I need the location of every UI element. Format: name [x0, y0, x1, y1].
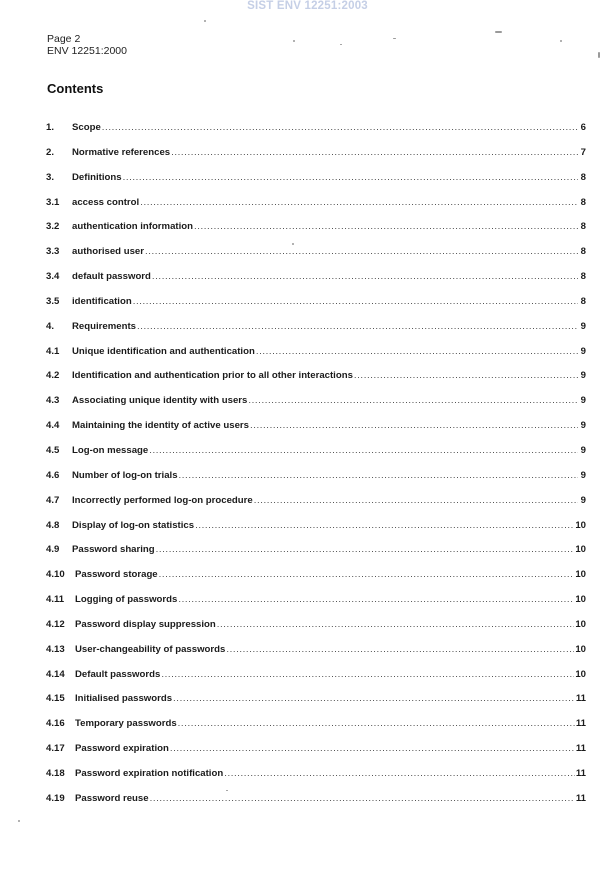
toc-entry-page: 7 [580, 146, 586, 158]
toc-entry-title: Identification and authentication prior to all other interactions [72, 370, 353, 382]
page-header [47, 33, 127, 57]
toc-dot-leader [178, 594, 574, 605]
toc-entry-number: 4.14 [46, 668, 65, 680]
toc-entry-number: 4.18 [46, 767, 65, 779]
toc-entry [46, 147, 586, 172]
toc-entry-number: 4.1 [46, 345, 60, 357]
toc-entry [46, 445, 586, 470]
toc-entry-number: 4.3 [46, 395, 60, 407]
contents-heading: Contents [47, 81, 104, 96]
toc-entry-number: 4.13 [46, 643, 65, 655]
toc-dot-leader [226, 644, 574, 655]
toc-entry-title: Password sharing [72, 544, 155, 556]
toc-dot-leader [217, 619, 575, 630]
scan-speck [340, 44, 342, 45]
toc-dot-leader [178, 718, 575, 729]
toc-entry-page: 9 [580, 370, 586, 382]
scan-speck [495, 31, 502, 33]
toc-entry [46, 520, 586, 545]
toc-entry-number: 4.8 [46, 519, 60, 531]
toc-entry [46, 544, 586, 569]
toc-entry-title: Requirements [72, 320, 136, 332]
toc-entry-page: 8 [580, 196, 586, 208]
table-of-contents [46, 122, 586, 818]
toc-entry [46, 197, 586, 222]
toc-entry-number: 4.10 [46, 569, 65, 581]
toc-dot-leader [170, 743, 575, 754]
toc-entry [46, 718, 586, 743]
toc-entry-page: 10 [575, 519, 586, 531]
toc-dot-leader [354, 370, 578, 381]
toc-entry [46, 221, 586, 246]
toc-entry [46, 495, 586, 520]
toc-dot-leader [159, 569, 575, 580]
toc-entry-number: 4.17 [46, 743, 65, 755]
toc-entry-page: 9 [580, 469, 586, 481]
toc-dot-leader [194, 221, 578, 232]
toc-entry-number: 3.2 [46, 221, 60, 233]
toc-entry-page: 8 [580, 295, 586, 307]
toc-dot-leader [173, 693, 575, 704]
toc-entry-title: default password [72, 271, 151, 283]
toc-entry-number: 4.15 [46, 693, 65, 705]
toc-entry [46, 470, 586, 495]
toc-entry [46, 346, 586, 371]
toc-entry [46, 644, 586, 669]
toc-entry [46, 370, 586, 395]
toc-dot-leader [195, 520, 574, 531]
toc-entry-page: 11 [575, 767, 586, 779]
toc-entry-number: 4.19 [46, 792, 65, 804]
toc-entry-page: 10 [575, 643, 586, 655]
toc-entry-page: 10 [575, 618, 586, 630]
toc-dot-leader [140, 197, 578, 208]
toc-entry-page: 10 [575, 569, 586, 581]
toc-entry-title: Normative references [72, 146, 171, 158]
toc-entry-number: 3.5 [46, 295, 60, 307]
toc-entry-title: Number of log-on trials [72, 469, 178, 481]
toc-dot-leader [254, 495, 578, 506]
toc-entry [46, 693, 586, 718]
toc-entry-title: Incorrectly performed log-on procedure [72, 494, 253, 506]
toc-entry [46, 594, 586, 619]
toc-entry [46, 395, 586, 420]
toc-entry-number: 4.6 [46, 469, 60, 481]
toc-entry-title: Logging of passwords [75, 594, 178, 606]
toc-entry-number: 4.16 [46, 718, 65, 730]
toc-entry-title: Unique identification and authentication [72, 345, 255, 357]
toc-entry-title: Associating unique identity with users [72, 395, 248, 407]
toc-entry-page: 8 [580, 246, 586, 258]
toc-entry-number: 3.3 [46, 246, 60, 258]
toc-dot-leader [156, 544, 575, 555]
toc-entry-page: 9 [580, 320, 586, 332]
toc-dot-leader [161, 669, 574, 680]
toc-dot-leader [133, 296, 578, 307]
toc-entry-title: access control [72, 196, 140, 208]
toc-dot-leader [145, 246, 578, 257]
toc-dot-leader [250, 420, 578, 431]
toc-entry-page: 11 [575, 693, 586, 705]
scan-speck [293, 40, 295, 42]
toc-entry-page: 9 [580, 420, 586, 432]
toc-entry [46, 669, 586, 694]
toc-entry-number: 4.2 [46, 370, 60, 382]
toc-entry-number: 4.4 [46, 420, 60, 432]
toc-dot-leader [256, 346, 578, 357]
toc-entry [46, 619, 586, 644]
toc-entry-title: authorised user [72, 246, 144, 258]
toc-entry-page: 8 [580, 171, 586, 183]
scan-speck [18, 820, 20, 822]
toc-entry-page: 11 [575, 743, 586, 755]
toc-dot-leader [171, 147, 578, 158]
toc-entry-number: 4.5 [46, 444, 60, 456]
toc-entry-page: 9 [580, 345, 586, 357]
toc-entry-title: Scope [72, 122, 101, 133]
toc-entry [46, 172, 586, 197]
toc-entry-page: 9 [580, 494, 586, 506]
toc-entry-number: 1. [46, 122, 55, 133]
toc-entry-title: Temporary passwords [75, 718, 177, 730]
toc-entry-title: Password storage [75, 569, 158, 581]
page-label: Page 2 [47, 33, 81, 45]
scan-speck [292, 243, 294, 245]
toc-entry [46, 743, 586, 768]
toc-dot-leader [137, 321, 578, 332]
toc-entry-number: 4.11 [46, 594, 65, 606]
toc-entry [46, 271, 586, 296]
toc-entry-number: 3. [46, 171, 55, 183]
toc-entry-title: authentication information [72, 221, 193, 233]
toc-entry-title: Password expiration [75, 743, 169, 755]
toc-entry-number: 3.1 [46, 196, 60, 208]
toc-entry [46, 122, 586, 147]
toc-entry-page: 9 [580, 444, 586, 456]
toc-entry-title: Definitions [72, 171, 122, 183]
scan-speck [560, 40, 562, 42]
toc-entry-number: 4.9 [46, 544, 60, 556]
toc-dot-leader [102, 122, 578, 133]
toc-entry-page: 8 [580, 221, 586, 233]
toc-entry-title: Display of log-on statistics [72, 519, 195, 531]
toc-entry [46, 768, 586, 793]
toc-entry-page: 10 [575, 594, 586, 606]
toc-entry-number: 4. [46, 320, 55, 332]
toc-entry-number: 3.4 [46, 271, 60, 283]
toc-entry [46, 246, 586, 271]
toc-entry-title: Password reuse [75, 792, 149, 804]
toc-entry-page: 10 [575, 668, 586, 680]
scan-speck [393, 38, 396, 39]
toc-entry-title: Password expiration notification [75, 767, 224, 779]
toc-entry-title: Default passwords [75, 668, 161, 680]
toc-entry-title: User-changeability of passwords [75, 643, 226, 655]
toc-entry-page: 11 [575, 718, 586, 730]
watermark-text: SIST ENV 12251:2003 [247, 0, 368, 12]
toc-entry [46, 296, 586, 321]
toc-entry-title: Maintaining the identity of active users [72, 420, 249, 432]
toc-entry [46, 321, 586, 346]
scan-speck [204, 20, 206, 22]
document-id: ENV 12251:2000 [47, 45, 127, 57]
scan-speck [226, 790, 228, 791]
toc-entry-title: identification [72, 295, 132, 307]
toc-dot-leader [123, 172, 578, 183]
toc-dot-leader [248, 395, 578, 406]
toc-entry-number: 4.12 [46, 618, 65, 630]
toc-entry-page: 6 [580, 122, 586, 133]
toc-entry-page: 11 [575, 792, 586, 804]
toc-entry [46, 793, 586, 818]
toc-entry-number: 4.7 [46, 494, 60, 506]
toc-entry-title: Log-on message [72, 444, 149, 456]
scan-speck [598, 52, 600, 58]
toc-entry-title: Initialised passwords [75, 693, 173, 705]
toc-entry-page: 9 [580, 395, 586, 407]
toc-dot-leader [150, 793, 575, 804]
toc-dot-leader [224, 768, 575, 779]
toc-dot-leader [179, 470, 578, 481]
toc-entry [46, 569, 586, 594]
toc-dot-leader [152, 271, 578, 282]
toc-dot-leader [149, 445, 578, 456]
toc-entry-number: 2. [46, 146, 55, 158]
toc-entry-page: 8 [580, 271, 586, 283]
toc-entry [46, 420, 586, 445]
toc-entry-page: 10 [575, 544, 586, 556]
toc-entry-title: Password display suppression [75, 618, 216, 630]
